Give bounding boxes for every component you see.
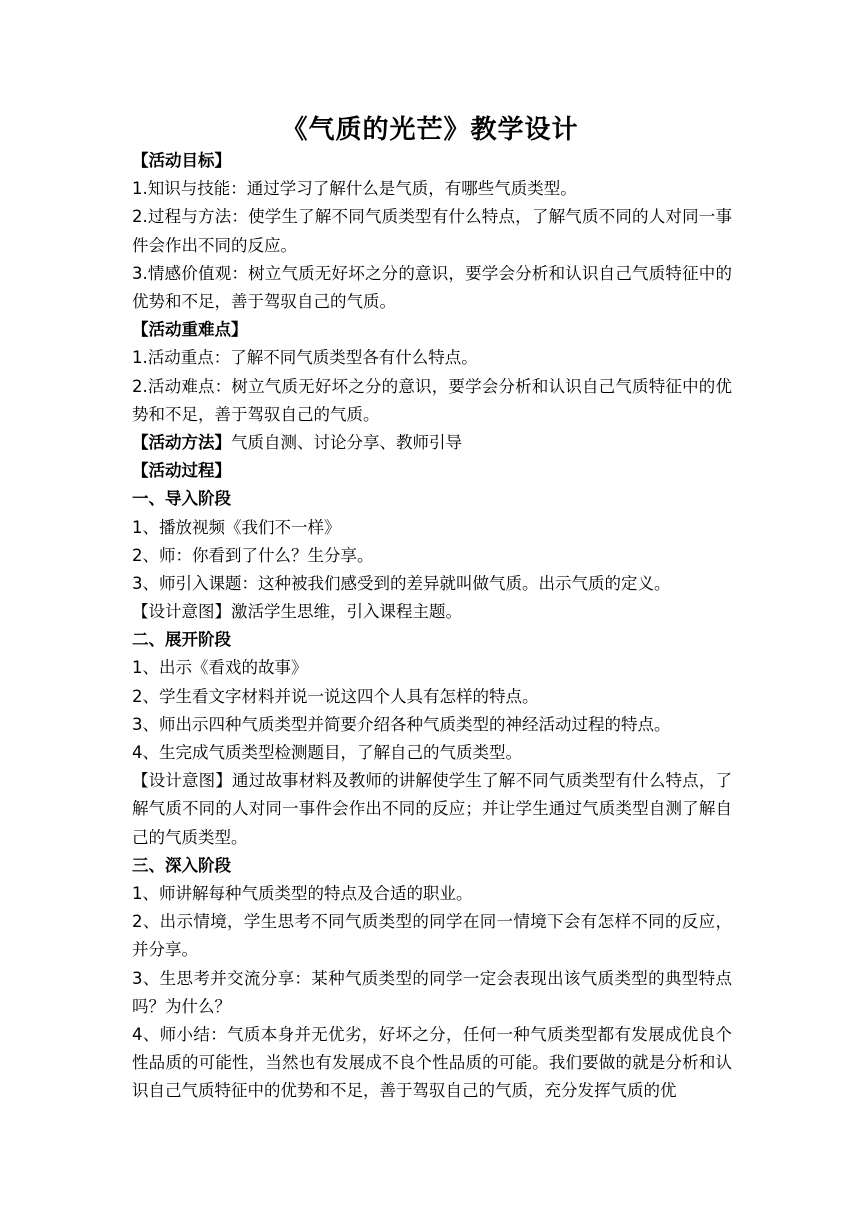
stage-1-item: 1、播放视频《我们不一样》 <box>132 517 341 537</box>
methods-heading: 【活动方法】 <box>132 432 231 452</box>
methods-line <box>132 429 732 457</box>
stage-3-item: 4、师小结：气质本身并无优劣，好坏之分，任何一种气质类型都有发展成优良个性品质的可能性，当然也有发展成不良个性品质的可能。我们要做的就是分析和认识自己气质特征中的优势和不足，善于驾驭自己的气质，充分发挥气质的优 <box>132 1025 732 1101</box>
stage-2-item: 4、生完成气质类型检测题目，了解自己的气质类型。 <box>132 743 522 763</box>
stage-3-item: 3、生思考并交流分享：某种气质类型的同学一定会表现出该气质类型的典型特点吗？为什么？ <box>132 968 732 1016</box>
stage-2-heading: 二、展开阶段 <box>132 630 231 650</box>
design-intent-text: 激活学生思维，引入课程主题。 <box>231 602 462 622</box>
design-intent-text: 通过故事材料及教师的讲解使学生了解不同气质类型有什么特点，了解气质不同的人对同一事件会作出不同的反应；并让学生通过气质类型自测了解自己的气质类型。 <box>132 771 732 847</box>
objectives-heading: 【活动目标】 <box>132 151 231 170</box>
stage-3-item: 1、师讲解每种气质类型的特点及合适的职业。 <box>132 884 473 904</box>
stage-2-intent <box>132 767 732 852</box>
stage-1-intent <box>132 598 732 626</box>
objective-1: 1.知识与技能：通过学习了解什么是气质，有哪些气质类型。 <box>132 179 577 199</box>
document-body <box>132 147 732 1106</box>
stage-1-item: 3、师引入课题：这种被我们感受到的差异就叫做气质。出示气质的定义。 <box>132 573 671 593</box>
document-title: 《气质的光芒》教学设计 <box>281 115 579 145</box>
key-point-2: 2.活动难点：树立气质无好坏之分的意识，要学会分析和认识自己气质特征中的优势和不足，善于驾驭自己的气质。 <box>132 376 732 424</box>
objective-3: 3.情感价值观：树立气质无好坏之分的意识，要学会分析和认识自己气质特征中的优势和不足，善于驾驭自己的气质。 <box>132 263 732 311</box>
key-points-heading: 【活动重难点】 <box>132 320 248 340</box>
methods-text: 气质自测、讨论分享、教师引导 <box>231 432 462 452</box>
stage-2-item: 2、学生看文字材料并说一说这四个人具有怎样的特点。 <box>132 686 539 706</box>
design-intent-label: 【设计意图】 <box>132 602 231 622</box>
stage-1-heading: 一、导入阶段 <box>132 489 231 509</box>
stage-3-item: 2、出示情境，学生思考不同气质类型的同学在同一情境下会有怎样不同的反应，并分享。 <box>132 912 732 960</box>
stage-2-item: 1、出示《看戏的故事》 <box>132 658 308 678</box>
design-intent-label: 【设计意图】 <box>132 771 233 791</box>
objective-2: 2.过程与方法：使学生了解不同气质类型有什么特点，了解气质不同的人对同一事件会作出不同的反应。 <box>132 207 732 255</box>
process-heading: 【活动过程】 <box>132 461 231 481</box>
stage-3-heading: 三、深入阶段 <box>132 855 231 875</box>
key-point-1: 1.活动重点：了解不同气质类型各有什么特点。 <box>132 348 478 368</box>
stage-2-item: 3、师出示四种气质类型并简要介绍各种气质类型的神经活动过程的特点。 <box>132 714 671 734</box>
stage-1-item: 2、师：你看到了什么？生分享。 <box>132 545 374 565</box>
